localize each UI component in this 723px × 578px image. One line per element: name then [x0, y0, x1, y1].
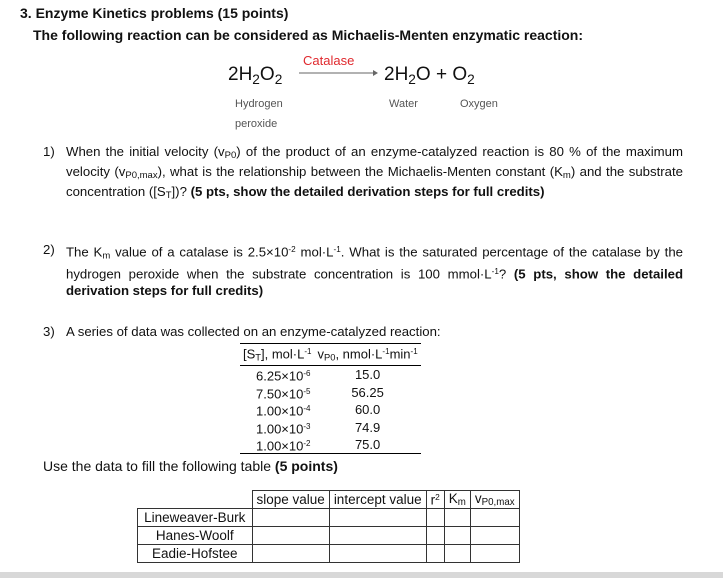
- oxygen-label: Oxygen: [460, 98, 498, 110]
- slope-column-header: slope value: [252, 491, 329, 509]
- question-3: [43, 324, 683, 340]
- products-formula: $2H_2O + O_2$: [384, 64, 475, 87]
- table-row: [138, 527, 520, 545]
- question-2-number: 2): [43, 242, 55, 257]
- table-row: [138, 509, 520, 527]
- table-row: $1.00\times 10^{-3}$ 74.9: [256, 419, 381, 436]
- question-1-text: When the initial velocity (vP0) of the product of an enzyme-catalyzed reaction is 80 % of the maximum velocity (vP0,max), what is the relationship between the Michaelis-Menten constant (Km) and the substrate concentration ([ST])? (5 pts, show the detailed derivation steps for full credits): [66, 144, 683, 201]
- intro-text: The following reaction can be considered as Michaelis-Menten enzymatic reaction:: [33, 27, 584, 43]
- table-row: $7.50\times 10^{-5}$ 56.25: [256, 384, 384, 402]
- answer-cell[interactable]: [426, 545, 444, 563]
- answer-cell[interactable]: [426, 527, 444, 545]
- question-2-text: The Km value of a catalase is $2.5\times 10^{-2}$ $mol\cdot L^{-1}$. What is the saturated percentage of the catalase by the hydrogen peroxide when the substrate concentration is 100 $mmol\cdot L^{-1}$? (5 pts, show the detailed derivation steps for full credits): [66, 244, 684, 298]
- fill-instruction: Use the data to fill the following table (5 points): [43, 458, 338, 474]
- answer-table: [137, 490, 520, 563]
- velocity-column-header: vP0, $nmol\cdot L^{-1}\min^{-1}$: [315, 344, 421, 366]
- table-row: $1.00\times 10^{-4}$ 60.0: [256, 402, 381, 419]
- answer-cell[interactable]: [329, 509, 426, 527]
- table-row: $1.00\times 10^{-2}$ 75.0: [240, 436, 421, 454]
- question-1-number: 1): [43, 144, 55, 159]
- answer-cell[interactable]: [470, 509, 519, 527]
- answer-cell[interactable]: [252, 545, 329, 563]
- answer-cell[interactable]: [470, 545, 519, 563]
- answer-cell[interactable]: [444, 527, 470, 545]
- hydrogen-label: Hydrogen: [235, 98, 283, 110]
- table-row: [138, 545, 520, 563]
- answer-cell[interactable]: [329, 545, 426, 563]
- bottom-scroll-strip: [0, 572, 723, 578]
- answer-cell[interactable]: [470, 527, 519, 545]
- catalyst-label: Catalase: [303, 53, 355, 68]
- r-squared-column-header: $r^2$: [426, 491, 444, 509]
- question-1: [43, 144, 683, 204]
- answer-cell[interactable]: [252, 527, 329, 545]
- row-label-eadie-hofstee: Eadie-Hofstee: [138, 545, 253, 563]
- answer-cell[interactable]: [426, 509, 444, 527]
- answer-cell[interactable]: [252, 509, 329, 527]
- row-label-hanes-woolf: Hanes-Woolf: [138, 527, 253, 545]
- kinetics-data-table: [240, 343, 421, 454]
- reaction-arrow-icon: [299, 69, 379, 77]
- question-3-text: A series of data was collected on an enzyme-catalyzed reaction:: [66, 324, 441, 339]
- intercept-column-header: intercept value: [329, 491, 426, 509]
- answer-cell[interactable]: [329, 527, 426, 545]
- row-label-lineweaver-burk: Lineweaver-Burk: [138, 509, 253, 527]
- question-2: [43, 242, 683, 299]
- water-label: Water: [389, 98, 418, 110]
- table-row: $6.25\times 10^{-6}$ 15.0: [256, 367, 381, 384]
- peroxide-label: peroxide: [235, 118, 278, 130]
- answer-cell[interactable]: [444, 545, 470, 563]
- reactant-formula: $2H_2O_2$: [228, 64, 283, 87]
- km-column-header: Km: [444, 491, 470, 509]
- vmax-column-header: vP0,max: [470, 491, 519, 509]
- substrate-column-header: [ST], $mol\cdot L^{-1}$: [240, 344, 315, 366]
- answer-table-header: [138, 491, 520, 509]
- question-3-number: 3): [43, 324, 55, 339]
- answer-cell[interactable]: [444, 509, 470, 527]
- problem-heading: 3. Enzyme Kinetics problems (15 points): [20, 5, 289, 21]
